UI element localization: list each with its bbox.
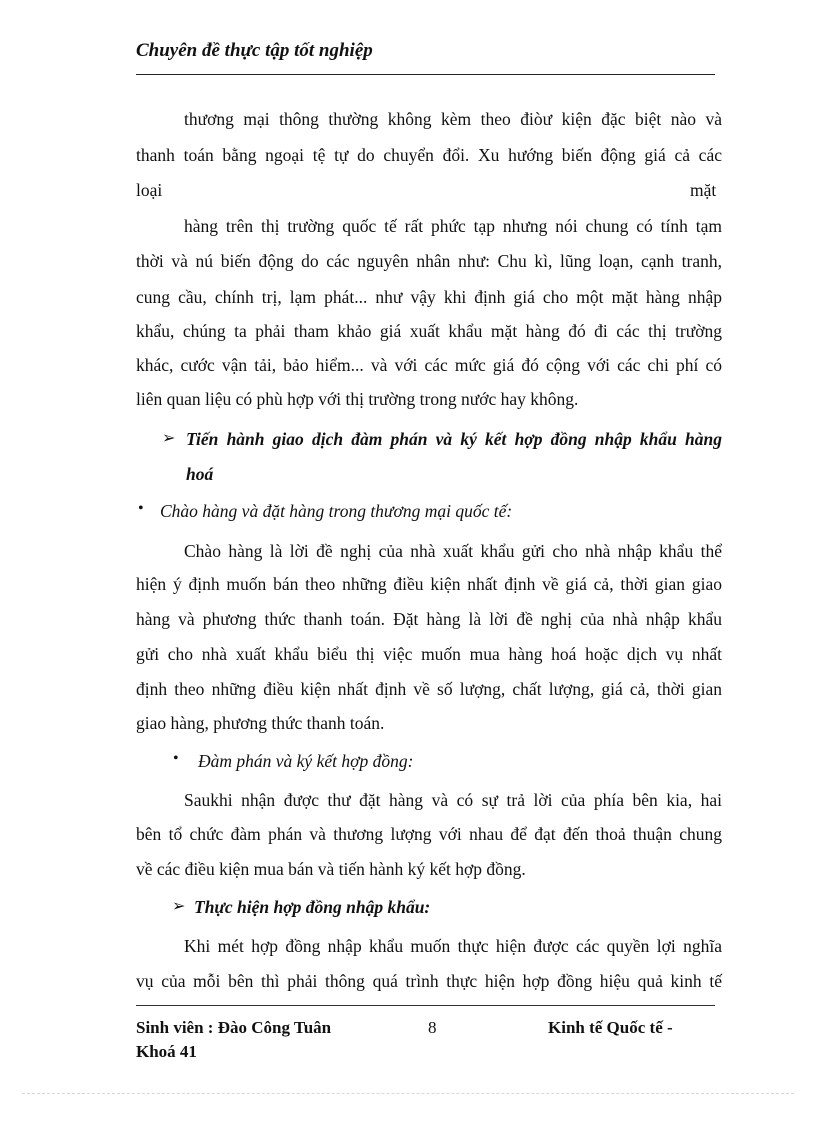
body-line: thanh toán bằng ngoại tệ tự do chuyển đổi. Xu hướng biến động giá cả các bbox=[136, 145, 722, 165]
body-line: thời và nú biến động do các nguyên nhân như: Chu kì, lũng loạn, cạnh tranh, bbox=[136, 251, 722, 271]
body-line: hàng và phương thức thanh toán. Đặt hàng là lời đề nghị của nhà nhập khẩu bbox=[136, 609, 722, 629]
footer-department: Kinh tế Quốc tế - bbox=[548, 1018, 673, 1037]
body-line: hiện ý định muốn bán theo những điều kiện nhất định về giá cả, thời gian giao bbox=[136, 574, 722, 594]
body-line: Chào hàng là lời đề nghị của nhà xuất khẩu gửi cho nhà nhập khẩu thể bbox=[184, 541, 722, 561]
body-line: thương mại thông thường không kèm theo điòư kiện đặc biệt nào và bbox=[184, 109, 722, 129]
body-line: Khi mét hợp đồng nhập khẩu muốn thực hiện được các quyền lợi nghĩa bbox=[184, 936, 722, 956]
body-line: bên tổ chức đàm phán và thương lượng với nhau để đạt đến thoả thuận chung bbox=[136, 824, 722, 844]
body-line: khác, cước vận tải, bảo hiểm... và với các mức giá đó cộng với các chi phí có bbox=[136, 355, 722, 375]
body-line: cung cầu, chính trị, lạm phát... như vậy khi định giá cho một mặt hàng nhập bbox=[136, 287, 722, 307]
header-divider bbox=[136, 74, 715, 75]
body-line: Saukhi nhận được thư đặt hàng và có sự trả lời của phía bên kia, hai bbox=[184, 790, 722, 810]
arrow-bullet-icon: ➢ bbox=[172, 898, 186, 915]
body-line-split-left: loại bbox=[136, 180, 163, 200]
body-line: định theo những điều kiện nhất định về số lượng, chất lượng, giá cả, thời gian bbox=[136, 679, 722, 699]
footer-cohort: Khoá 41 bbox=[136, 1042, 197, 1061]
footer-student: Sinh viên : Đào Công Tuân bbox=[136, 1018, 332, 1037]
bullet-icon: • bbox=[138, 500, 144, 517]
bullet-heading: Đàm phán và ký kết hợp đồng: bbox=[198, 751, 414, 771]
body-line: liên quan liệu có phù hợp với thị trường trong nước hay không. bbox=[136, 389, 579, 409]
footer-divider bbox=[136, 1005, 715, 1006]
bullet-icon: • bbox=[173, 750, 179, 767]
footer-page-number: 8 bbox=[428, 1018, 437, 1037]
body-line: khẩu, chúng ta phải tham khảo giá xuất khẩu mặt hàng đó đi các thị trường bbox=[136, 321, 722, 341]
body-line: vụ của mỗi bên thì phải thông quá trình thực hiện hợp đồng hiệu quả kinh tế bbox=[136, 971, 722, 991]
body-line: giao hàng, phương thức thanh toán. bbox=[136, 713, 385, 733]
body-line: gửi cho nhà xuất khẩu biểu thị việc muốn mua hàng hoá hoặc dịch vụ nhất bbox=[136, 644, 722, 664]
bullet-heading: Chào hàng và đặt hàng trong thương mại quốc tế: bbox=[160, 501, 513, 521]
section-heading: Thực hiện hợp đồng nhập khẩu: bbox=[194, 897, 431, 917]
body-line: hàng trên thị trường quốc tế rất phức tạp nhưng nói chung có tính tạm bbox=[184, 216, 722, 236]
page-header-title: Chuyên đề thực tập tốt nghiệp bbox=[136, 40, 373, 61]
page-boundary bbox=[22, 1093, 794, 1094]
body-line-split-right: mặt bbox=[690, 180, 717, 200]
body-line: về các điều kiện mua bán và tiến hành ký kết hợp đồng. bbox=[136, 859, 526, 879]
section-heading: Tiến hành giao dịch đàm phán và ký kết hợp đồng nhập khẩu hàng bbox=[186, 429, 722, 449]
arrow-bullet-icon: ➢ bbox=[162, 430, 176, 447]
section-heading: hoá bbox=[186, 464, 214, 484]
